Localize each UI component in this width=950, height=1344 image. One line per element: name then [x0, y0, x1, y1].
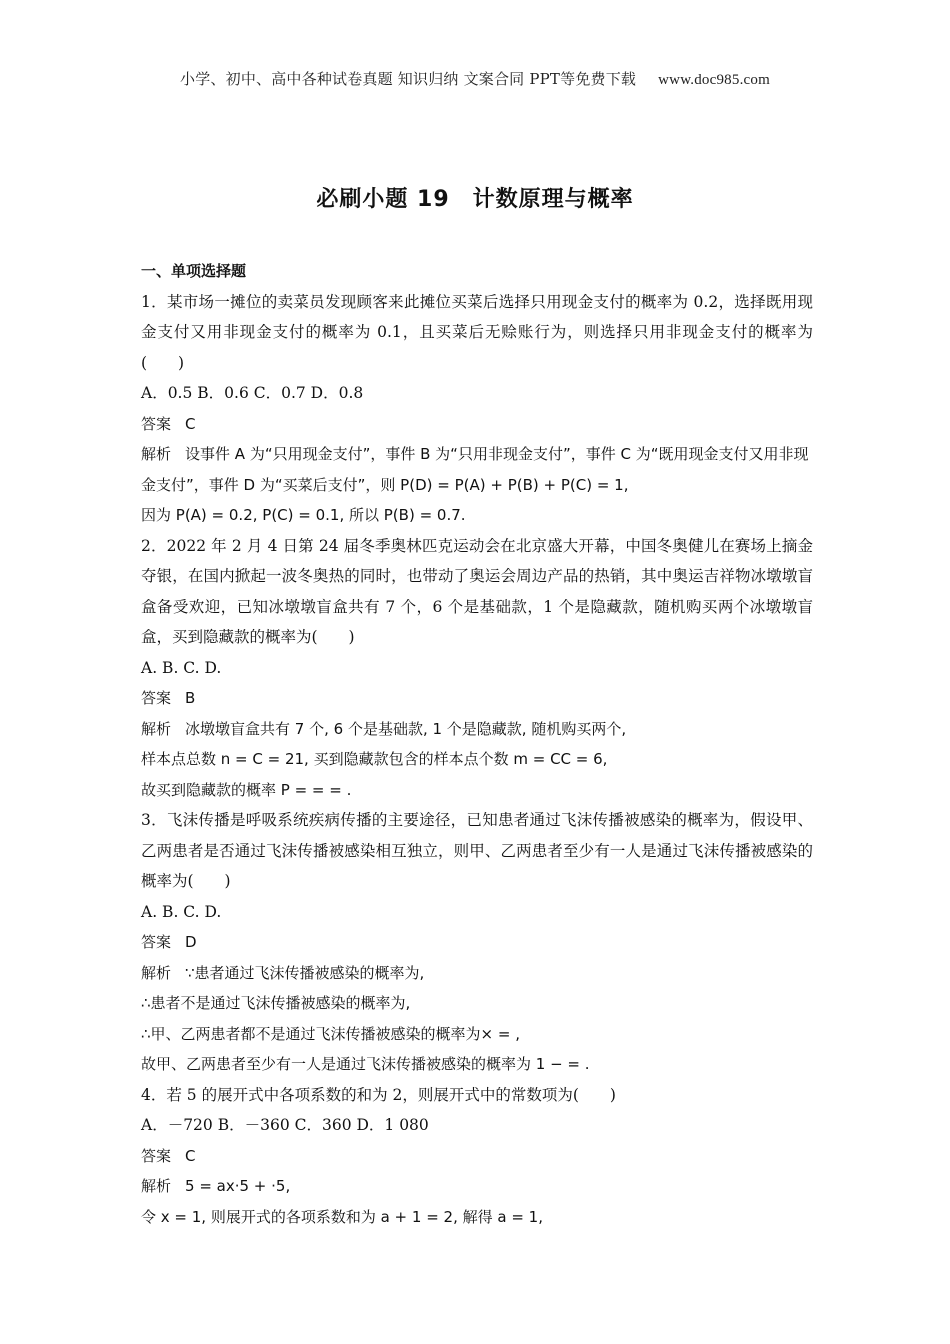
answer-label: 答案 — [141, 414, 172, 433]
question-2-options: A. B. C. D. — [141, 658, 222, 677]
question-3-stem: 3．飞沫传播是呼吸系统疾病传播的主要途径，已知患者通过飞沫传播被感染的概率为，假设甲、乙两患者是否通过飞沫传播被感染相互独立，则甲、乙两患者至少有一人是通过飞沫传播被感染的概率为( ) — [141, 811, 813, 890]
question-2-solution — [141, 714, 813, 745]
question-2-answer — [141, 683, 813, 714]
answer-value: C — [185, 1146, 196, 1165]
question-1-answer — [141, 409, 813, 440]
page-title: 必刷小题 19 计数原理与概率 — [316, 187, 634, 212]
question-1-options: A．0.5 B．0.6 C．0.7 D．0.8 — [141, 384, 364, 402]
question-4-stem: 4．若 5 的展开式中各项系数的和为 2，则展开式中的常数项为( ) — [141, 1085, 616, 1104]
solution-line: 冰墩墩盲盒共有 7 个, 6 个是基础款, 1 个是隐藏款, 随机购买两个, — [185, 719, 627, 738]
question-2-solution-line-3: 故买到隐藏款的概率 P = = = . — [141, 780, 352, 799]
header-text: 小学、初中、高中各种试卷真题 知识归纳 文案合同 PPT等免费下载 — [180, 70, 637, 88]
solution-label: 解析 — [141, 719, 172, 738]
header-site-link[interactable]: www.doc985.com — [658, 72, 770, 88]
solution-line: 设事件 A 为“只用现金支付”，事件 B 为“只用非现金支付”，事件 C 为“既用现金支付又用非现金支付”，事件 D 为“买菜后支付”，则 P(D) = P(A) + P(B) + P(C) = 1, — [141, 445, 809, 494]
solution-label: 解析 — [141, 445, 172, 463]
question-1-solution-line-2: 因为 P(A) = 0.2, P(C) = 0.1, 所以 P(B) = 0.7. — [141, 506, 466, 524]
answer-value: D — [185, 933, 197, 951]
question-3-answer — [141, 927, 813, 958]
question-3-solution-line-2: ∴患者不是通过飞沫传播被感染的概率为, — [141, 994, 411, 1012]
solution-line: 5 = ax·5 + ·5, — [185, 1177, 291, 1195]
question-1-stem: 1．某市场一摊位的卖菜员发现顾客来此摊位买菜后选择只用现金支付的概率为 0.2，选择既用现金支付又用非现金支付的概率为 0.1，且买菜后无赊账行为，则选择只用非现金支付的概率为( ) — [141, 292, 813, 372]
question-4-solution-line-2: 令 x = 1, 则展开式的各项系数和为 a + 1 = 2, 解得 a = 1, — [141, 1207, 543, 1226]
answer-value: C — [185, 414, 196, 433]
question-1-solution — [141, 439, 813, 500]
question-3-solution-line-3: ∴甲、乙两患者都不是通过飞沫传播被感染的概率为× = , — [141, 1024, 520, 1043]
section-heading: 一、单项选择题 — [141, 262, 247, 280]
question-3-solution-line-4: 故甲、乙两患者至少有一人是通过飞沫传播被感染的概率为 1 − = . — [141, 1055, 590, 1073]
question-3-options: A. B. C. D. — [141, 902, 222, 921]
solution-label: 解析 — [141, 963, 172, 982]
answer-value: B — [185, 689, 196, 707]
answer-label: 答案 — [141, 1146, 172, 1165]
question-4-solution — [141, 1171, 813, 1202]
solution-line: ∵患者通过飞沫传播被感染的概率为, — [185, 963, 425, 982]
question-4-answer — [141, 1141, 813, 1172]
solution-label: 解析 — [141, 1177, 172, 1195]
question-2-stem: 2．2022 年 2 月 4 日第 24 届冬季奥林匹克运动会在北京盛大开幕，中国冬奥健儿在赛场上摘金夺银，在国内掀起一波冬奥热的同时，也带动了奥运会周边产品的热销，其中奥运吉祥物冰墩墩盲盒备受欢迎，已知冰墩墩盲盒共有 7 个，6 个是基础款，1 个是隐藏款，随机购买两个冰墩墩盲盒，买到隐藏款的概率为( ) — [141, 536, 813, 646]
answer-label: 答案 — [141, 689, 172, 707]
question-4-options: A．－720 B．－360 C．360 D．1 080 — [141, 1116, 429, 1134]
document-body — [141, 256, 813, 1232]
question-3-solution — [141, 958, 813, 989]
page-header — [0, 68, 950, 89]
question-2-solution-line-2: 样本点总数 n = C = 21, 买到隐藏款包含的样本点个数 m = CC = 6, — [141, 750, 608, 768]
answer-label: 答案 — [141, 933, 172, 951]
